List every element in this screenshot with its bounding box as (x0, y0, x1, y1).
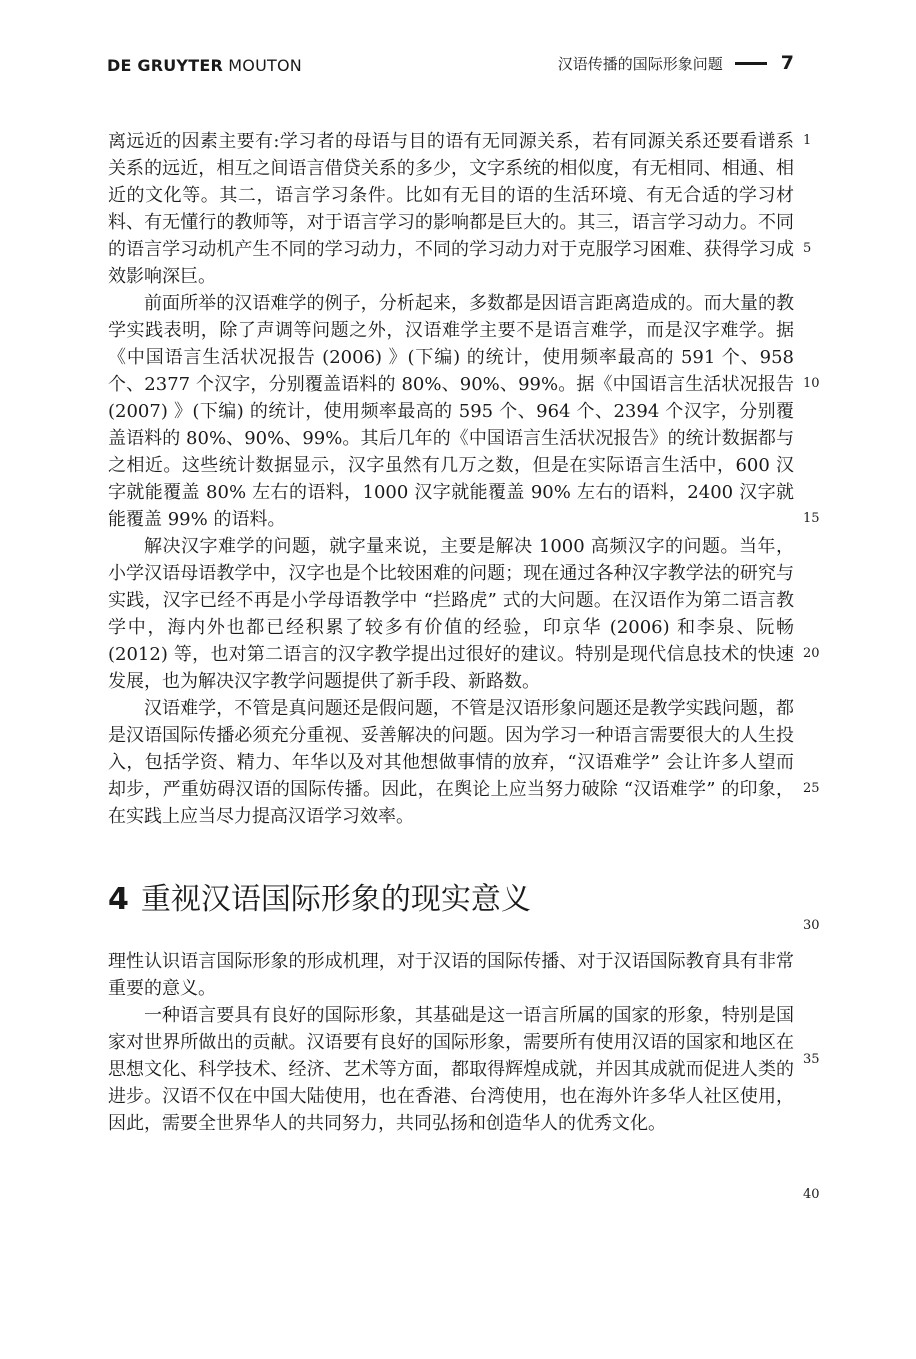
header-rule (735, 62, 767, 65)
line-number: 20 (803, 646, 820, 661)
running-title: 汉语传播的国际形象问题 (557, 54, 723, 73)
paragraph: 汉语难学，不管是真问题还是假问题，不管是汉语形象问题还是教学实践问题，都是汉语国际传播必须充分重视、妥善解决的问题。因为学习一种语言需要很大的人生投入，包括学资、精力、年华以及对其他想做事情的放弃，“汉语难学” 会让许多人望而却步，严重妨碍汉语的国际传播。因此，在舆论上应当努力破除 “汉语难学” 的印象，在实践上应当尽力提高汉语学习效率。 (108, 698, 794, 827)
paragraph: 前面所举的汉语难学的例子，分析起来，多数都是因语言距离造成的。而大量的教学实践表明，除了声调等问题之外，汉语难学主要不是语言难学，而是汉字难学。据《中国语言生活状况报告 (2006) 》(下编) 的统计，使用频率最高的 591 个、958 个、2377 个汉字，分别覆盖语料的 80%、90%、99%。据《中国语言生活状况报告 (2007) 》(下编) 的统计，使用频率最高的 595 个、964 个、2394 个汉字，分别覆盖语料的 80%、90%、99%。其后几年的《中国语言生活状况报告》的统计数据都与之相近。这些统计数据显示，汉字虽然有几万之数，但是在实际语言生活中，600 汉字就能覆盖 80% 左右的语料，1000 汉字就能覆盖 90% 左右的语料，2400 汉字就能覆盖 99% 的语料。 (108, 293, 794, 530)
publisher-name-light: MOUTON (228, 56, 302, 75)
line-number: 1 (803, 133, 812, 148)
body-text (108, 128, 794, 1137)
line-number: 15 (803, 511, 820, 526)
line-number: 40 (803, 1187, 820, 1202)
line-number: 25 (803, 781, 820, 796)
page-number: 7 (780, 52, 794, 74)
line-number: 10 (803, 376, 820, 391)
paragraph: 离远近的因素主要有:学习者的母语与目的语有无同源关系，若有同源关系还要看谱系关系的远近，相互之间语言借贷关系的多少，文字系统的相似度，有无相同、相通、相近的文化等。其二，语言学习条件。比如有无目的语的生活环境、有无合适的学习材料、有无懂行的教师等，对于语言学习的影响都是巨大的。其三，语言学习动力。不同的语言学习动机产生不同的学习动力，不同的学习动力对于克服学习困难、获得学习成效影响深巨。 (108, 131, 794, 287)
section-heading (108, 830, 794, 948)
paragraph: 一种语言要具有良好的国际形象，其基础是这一语言所属的国家的形象，特别是国家对世界所做出的贡献。汉语要有良好的国际形象，需要所有使用汉语的国家和地区在思想文化、科学技术、经济、艺术等方面，都取得辉煌成就，并因其成就而促进人类的进步。汉语不仅在中国大陆使用，也在香港、台湾使用，也在海外许多华人社区使用，因此，需要全世界华人的共同努力，共同弘扬和创造华人的优秀文化。 (108, 1005, 794, 1134)
section-title: 重视汉语国际形象的现实意义 (140, 882, 531, 917)
line-number: 5 (803, 241, 812, 256)
publisher-name-bold: DE GRUYTER (107, 56, 223, 75)
line-number: 35 (803, 1052, 820, 1067)
publisher-logo (107, 56, 302, 75)
paragraph: 理性认识语言国际形象的形成机理，对于汉语的国际传播、对于汉语国际教育具有非常重要的意义。 (108, 951, 794, 999)
running-header (558, 52, 794, 74)
line-number: 30 (803, 918, 820, 933)
paragraph: 解决汉字难学的问题，就字量来说，主要是解决 1000 高频汉字的问题。当年，小学汉语母语教学中，汉字也是个比较困难的问题；现在通过各种汉字教学法的研究与实践，汉字已经不再是小学母语教学中 “拦路虎” 式的大问题。在汉语作为第二语言教学中，海内外也都已经积累了较多有价值的经验，印京华 (2006) 和李泉、阮畅 (2012) 等，也对第二语言的汉字教学提出过很好的建议。特别是现代信息技术的快速发展，也为解决汉字教学问题提供了新手段、新路数。 (108, 536, 794, 692)
section-number: 4 (108, 882, 129, 917)
